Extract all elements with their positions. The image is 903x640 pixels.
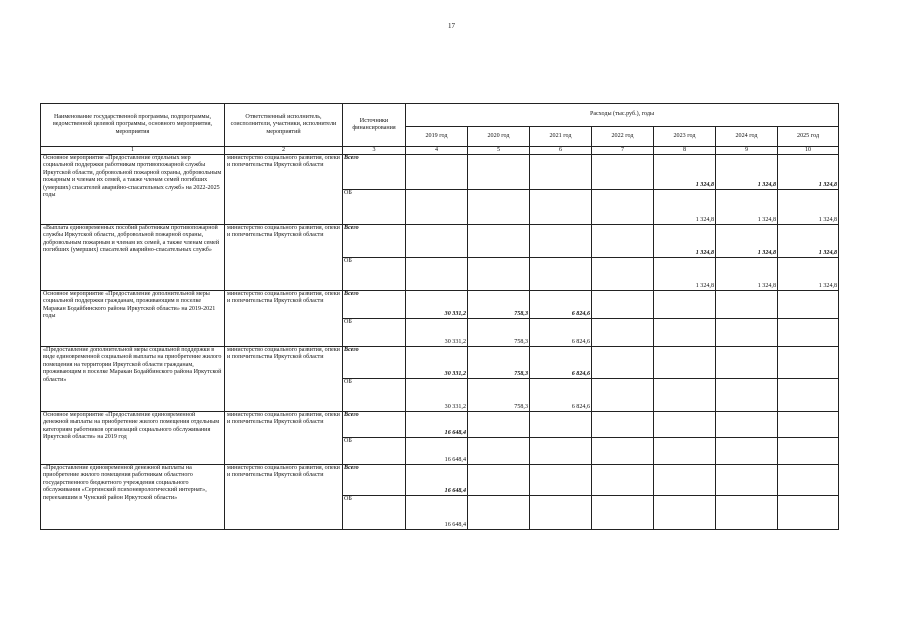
expense-value xyxy=(778,465,839,496)
expense-value xyxy=(406,258,468,291)
expense-value xyxy=(778,412,839,438)
expense-value xyxy=(716,496,778,530)
expense-value: 1 324,8 xyxy=(654,225,716,258)
col-number: 6 xyxy=(530,147,592,155)
expense-value xyxy=(530,155,592,190)
activity-name: Основное мероприятие «Предоставление единовременной денежной выплаты на приобретение жилого помещения отдельным категориям работников организаций социального обслуживания Иркутской области» на 2019 год xyxy=(41,412,225,465)
expense-value: 1 324,8 xyxy=(778,258,839,291)
expense-value xyxy=(530,412,592,438)
expense-value xyxy=(468,496,530,530)
expense-value: 30 331,2 xyxy=(406,347,468,379)
activity-name: «Выплата единовременных пособий работникам противопожарной службы Иркутской области, добровольной пожарной охраны, добровольным пожарным и членам их семей, а также членам семей погибших (умерших) спасателей аварийно-спасательных служб» xyxy=(41,225,225,291)
expense-value xyxy=(654,319,716,347)
expense-value xyxy=(530,465,592,496)
funding-source: ОБ xyxy=(343,496,406,530)
expense-value: 16 648,4 xyxy=(406,438,468,465)
funding-source: ОБ xyxy=(343,438,406,465)
col-number: 5 xyxy=(468,147,530,155)
expense-value xyxy=(468,438,530,465)
expense-value xyxy=(468,258,530,291)
expense-value: 758,3 xyxy=(468,379,530,412)
expense-value: 6 824,6 xyxy=(530,319,592,347)
funding-source: ОБ xyxy=(343,379,406,412)
expense-value: 1 324,8 xyxy=(654,258,716,291)
table-row xyxy=(41,347,839,379)
expense-value xyxy=(654,347,716,379)
expense-value: 1 324,8 xyxy=(778,155,839,190)
activity-name: Основное мероприятие «Предоставление дополнительной меры социальной поддержки гражданам, проживающим в поселке Маракан Бодайбинского района Иркутской области» на 2019-2021 годы xyxy=(41,291,225,347)
expense-value: 16 648,4 xyxy=(406,465,468,496)
header-responsible: Ответственный исполнитель, соисполнители, участники, исполнители мероприятий xyxy=(225,104,343,147)
header-name: Наименование государственной программы, подпрограммы, ведомственной целевой программы, основного мероприятия, мероприятия xyxy=(41,104,225,147)
header-sources: Источники финансирования xyxy=(343,104,406,147)
header-year: 2023 год xyxy=(654,127,716,147)
responsible-executor: министерство социального развития, опеки и попечительства Иркутской области xyxy=(225,465,343,530)
table-row xyxy=(41,155,839,190)
expense-value xyxy=(468,225,530,258)
funding-source: Всего xyxy=(343,291,406,319)
expense-value xyxy=(468,412,530,438)
header-expenses: Расходы (тыс.руб.), годы xyxy=(406,104,839,127)
expense-value xyxy=(592,155,654,190)
expense-value xyxy=(530,225,592,258)
expense-value xyxy=(592,496,654,530)
expense-value: 6 824,6 xyxy=(530,347,592,379)
expense-value xyxy=(778,496,839,530)
expense-value: 758,3 xyxy=(468,291,530,319)
expense-value xyxy=(530,496,592,530)
col-number: 4 xyxy=(406,147,468,155)
expense-value xyxy=(778,379,839,412)
activity-name: «Предоставление дополнительной меры социальной поддержки в виде единовременной социальной выплаты на приобретение жилого помещения на территории Иркутской области гражданам, проживающим в поселке Маракан Бодайбинского района Иркутской области» xyxy=(41,347,225,412)
header-year: 2025 год xyxy=(778,127,839,147)
expense-value xyxy=(778,347,839,379)
expense-value: 1 324,8 xyxy=(654,155,716,190)
expense-value xyxy=(654,465,716,496)
col-number: 1 xyxy=(41,147,225,155)
expense-value xyxy=(592,347,654,379)
expense-value: 1 324,8 xyxy=(654,190,716,225)
col-number: 2 xyxy=(225,147,343,155)
expense-value xyxy=(654,412,716,438)
expense-value xyxy=(406,155,468,190)
expense-value xyxy=(778,438,839,465)
activity-name: Основное мероприятие «Предоставление отдельных мер социальной поддержки работникам противопожарной службы Иркутской области, добровольной пожарной охраны, добровольным пожарным и членам их семей, а также членам семей погибших (умерших) спасателей аварийно-спасательных служб» на 2022-2025 годы xyxy=(41,155,225,225)
header-year: 2024 год xyxy=(716,127,778,147)
expense-value: 1 324,8 xyxy=(716,258,778,291)
expense-value xyxy=(592,225,654,258)
expense-value xyxy=(716,291,778,319)
expense-value: 6 824,6 xyxy=(530,291,592,319)
responsible-executor: министерство социального развития, опеки и попечительства Иркутской области xyxy=(225,347,343,412)
expense-value: 1 324,8 xyxy=(778,190,839,225)
table-row xyxy=(41,465,839,496)
expense-value xyxy=(530,438,592,465)
expense-value xyxy=(592,291,654,319)
expense-value: 30 331,2 xyxy=(406,379,468,412)
page-number: 17 xyxy=(448,22,455,30)
expense-value xyxy=(592,379,654,412)
expense-value xyxy=(592,319,654,347)
expense-value xyxy=(592,258,654,291)
expense-value xyxy=(468,190,530,225)
expense-value xyxy=(592,438,654,465)
header-year: 2019 год xyxy=(406,127,468,147)
header-year: 2021 год xyxy=(530,127,592,147)
funding-source: Всего xyxy=(343,465,406,496)
col-number: 8 xyxy=(654,147,716,155)
expense-value xyxy=(592,412,654,438)
expense-value: 1 324,8 xyxy=(716,155,778,190)
funding-source: Всего xyxy=(343,347,406,379)
responsible-executor: министерство социального развития, опеки и попечительства Иркутской области xyxy=(225,155,343,225)
table-row xyxy=(41,291,839,319)
expense-value: 16 648,4 xyxy=(406,412,468,438)
expenses-table xyxy=(40,103,839,530)
table-row xyxy=(41,412,839,438)
funding-source: ОБ xyxy=(343,190,406,225)
responsible-executor: министерство социального развития, опеки и попечительства Иркутской области xyxy=(225,291,343,347)
header-year: 2022 год xyxy=(592,127,654,147)
expense-value xyxy=(468,465,530,496)
expense-value xyxy=(530,190,592,225)
expense-value xyxy=(468,155,530,190)
expense-value: 1 324,8 xyxy=(716,190,778,225)
responsible-executor: министерство социального развития, опеки и попечительства Иркутской области xyxy=(225,412,343,465)
expense-value: 1 324,8 xyxy=(716,225,778,258)
expense-value xyxy=(778,319,839,347)
expense-value xyxy=(530,258,592,291)
expense-value xyxy=(406,190,468,225)
funding-source: Всего xyxy=(343,412,406,438)
col-number: 9 xyxy=(716,147,778,155)
expense-value: 30 331,2 xyxy=(406,291,468,319)
expense-value xyxy=(592,190,654,225)
expense-value xyxy=(716,379,778,412)
expense-value xyxy=(406,225,468,258)
expense-value xyxy=(716,465,778,496)
activity-name: «Предоставление единовременной денежной выплаты на приобретение жилого помещения работникам областного государственного бюджетного учреждения социального обслуживания «Сергинский психоневрологический интернат», переехавшим в Чунский район Иркутской области» xyxy=(41,465,225,530)
funding-source: Всего xyxy=(343,155,406,190)
table-row xyxy=(41,225,839,258)
funding-source: ОБ xyxy=(343,258,406,291)
expense-value xyxy=(716,347,778,379)
expense-value xyxy=(716,319,778,347)
expense-value xyxy=(592,465,654,496)
expense-value xyxy=(654,291,716,319)
expense-value: 30 331,2 xyxy=(406,319,468,347)
responsible-executor: министерство социального развития, опеки и попечительства Иркутской области xyxy=(225,225,343,291)
expense-value xyxy=(716,412,778,438)
col-number: 3 xyxy=(343,147,406,155)
funding-source: Всего xyxy=(343,225,406,258)
header-year: 2020 год xyxy=(468,127,530,147)
expense-value: 758,3 xyxy=(468,347,530,379)
expense-value: 6 824,6 xyxy=(530,379,592,412)
expense-value: 758,3 xyxy=(468,319,530,347)
col-number: 7 xyxy=(592,147,654,155)
col-number: 10 xyxy=(778,147,839,155)
funding-source: ОБ xyxy=(343,319,406,347)
expense-value xyxy=(716,438,778,465)
expense-value: 1 324,8 xyxy=(778,225,839,258)
expense-value xyxy=(654,438,716,465)
expense-value xyxy=(654,379,716,412)
expense-value: 16 648,4 xyxy=(406,496,468,530)
expense-value xyxy=(654,496,716,530)
expense-value xyxy=(778,291,839,319)
